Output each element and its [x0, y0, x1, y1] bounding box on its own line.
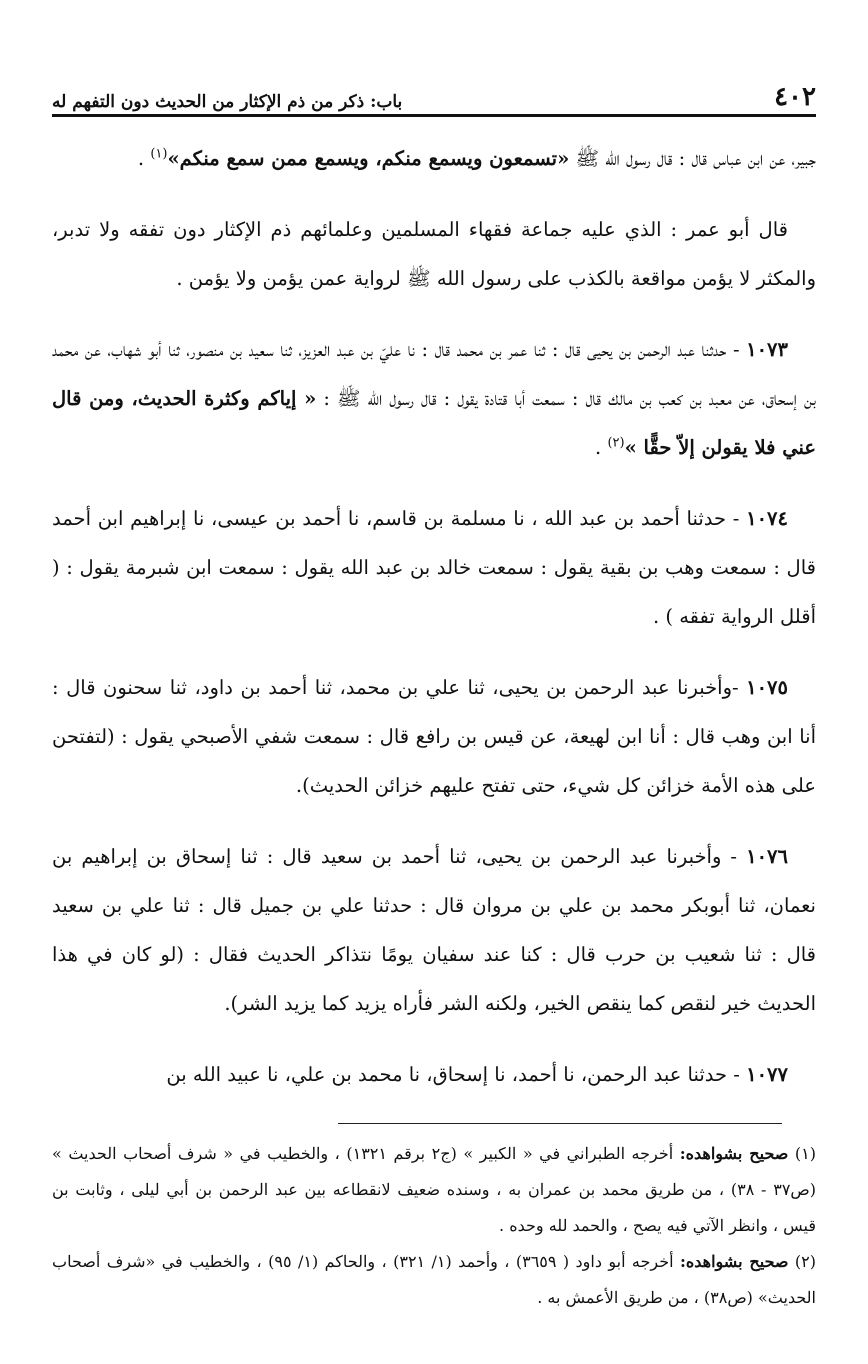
paragraph-text: - حدثنا أحمد بن عبد الله ، نا مسلمة بن قاسم، نا أحمد بن عيسى، نا إبراهيم ابن أحمد قال : سمعت وهب بن بقية يقول : سمعت خالد بن عبد الله يقول : سمعت ابن شبرمة يقول : ( أقلل الرواية تفقه ) . [52, 507, 816, 628]
paragraph-tail: . [137, 147, 151, 170]
footnote-marker: (١) [794, 1144, 817, 1163]
paragraph-1074 [52, 494, 816, 641]
paragraph-1076 [52, 832, 816, 1028]
paragraph-text: - حدثنا عبد الرحمن بن يحيى قال : ثنا عمر بن محمد قال : نا عليّ بن عبد العزيز، ثنا سعيد بن منصور، ثنا أبو شهاب، عن محمد بن إسحاق، عن معبد بن كعب بن مالك قال : سمعت أبا قتادة يقول : قال رسول الله ﷺ : [52, 338, 816, 410]
page-number: ٤٠٢ [774, 82, 816, 112]
running-title: باب: ذكر من ذم الإكثار من الحديث دون التفهم له [52, 92, 403, 112]
hadith-number: ١٠٧٤ [746, 507, 788, 530]
paragraph-commentary [52, 205, 816, 303]
footnote-separator [338, 1123, 782, 1124]
paragraph-1077 [52, 1050, 816, 1099]
footnotes [52, 1136, 816, 1316]
paragraph-text: - حدثنا عبد الرحمن، نا أحمد، نا إسحاق، نا محمد بن علي، نا عبيد الله بن [166, 1063, 747, 1086]
header-rule [52, 114, 816, 117]
paragraph-tail: . [595, 436, 608, 459]
hadith-number: ١٠٧٣ [746, 338, 788, 361]
footnote-1 [52, 1136, 816, 1244]
footnote-text: أخرجه الطبراني في « الكبير » (ج٢ برقم ١٣٢١) ، والخطيب في « شرف أصحاب الحديث » (ص٣٧ - ٣٨) ، من طريق محمد بن عمران به ، وسنده ضعيف لانقطاعه بين عبد الرحمن بن أبي ليلى ، وثابت بن قيس ، وانظر الآتي فيه يصح ، والحمد لله وحده . [52, 1144, 817, 1235]
hadith-number: ١٠٧٧ [746, 1063, 788, 1086]
footnote-grade: صحيح بشواهده: [679, 1144, 789, 1163]
footnote-ref: (٢) [607, 435, 625, 451]
paragraph-text: -وأخبرنا عبد الرحمن بن يحيى، ثنا علي بن محمد، ثنا أحمد بن داود، ثنا سحنون قال : أنا ابن وهب قال : أنا ابن لهيعة، عن قيس بن رافع قال : سمعت شفي الأصبحي يقول : (لتفتحن على هذه الأمة خزائن كل شيء، حتى تفتح عليهم خزائن الحديث). [52, 676, 816, 797]
footnote-text: أخرجه أبو داود ( ٣٦٥٩) ، وأحمد (١/ ٣٢١) ، والحاكم (١/ ٩٥) ، والخطيب في «شرف أصحاب الحديث» (ص٣٨) ، من طريق الأعمش به . [52, 1252, 816, 1307]
paragraph-text: جبير، عن ابن عباس قال : قال رسول الله ﷺ [569, 147, 816, 170]
footnote-2 [52, 1244, 816, 1316]
main-text [52, 134, 816, 1121]
hadith-quote: « إياكم وكثرة الحديث، ومن قال عني فلا يقولن إلاّ حقًّا » [52, 387, 816, 459]
footnote-grade: صحيح بشواهده: [679, 1252, 789, 1271]
paragraph-text: قال أبو عمر : الذي عليه جماعة فقهاء المسلمين وعلمائهم ذم الإكثار دون تفقه ولا تدبر، والمكثر لا يؤمن مواقعة بالكذب على رسول الله ﷺ لرواية عمن يؤمن ولا يؤمن . [52, 218, 816, 290]
hadith-number: ١٠٧٥ [746, 676, 788, 699]
hadith-number: ١٠٧٦ [746, 845, 788, 868]
page-header [52, 72, 816, 112]
paragraph-1073 [52, 325, 816, 472]
paragraph-continuation [52, 134, 816, 183]
footnote-ref: (١) [150, 146, 168, 162]
footnote-marker: (٢) [794, 1252, 816, 1271]
paragraph-text: - وأخبرنا عبد الرحمن بن يحيى، ثنا أحمد بن سعيد قال : ثنا إسحاق بن إبراهيم بن نعمان، ثنا أبوبكر محمد بن علي بن مروان قال : حدثنا علي بن جميل قال : ثنا علي بن سعيد قال : ثنا شعيب بن حرب قال : كنا عند سفيان يومًا نتذاكر الحديث فقال : (لو كان في هذا الحديث خير لنقص كما ينقص الخير، ولكنه الشر فأراه يزيد كما يزيد الشر). [52, 845, 816, 1015]
paragraph-1075 [52, 663, 816, 810]
hadith-quote: «تسمعون ويسمع منكم، ويسمع ممن سمع منكم» [167, 147, 570, 170]
